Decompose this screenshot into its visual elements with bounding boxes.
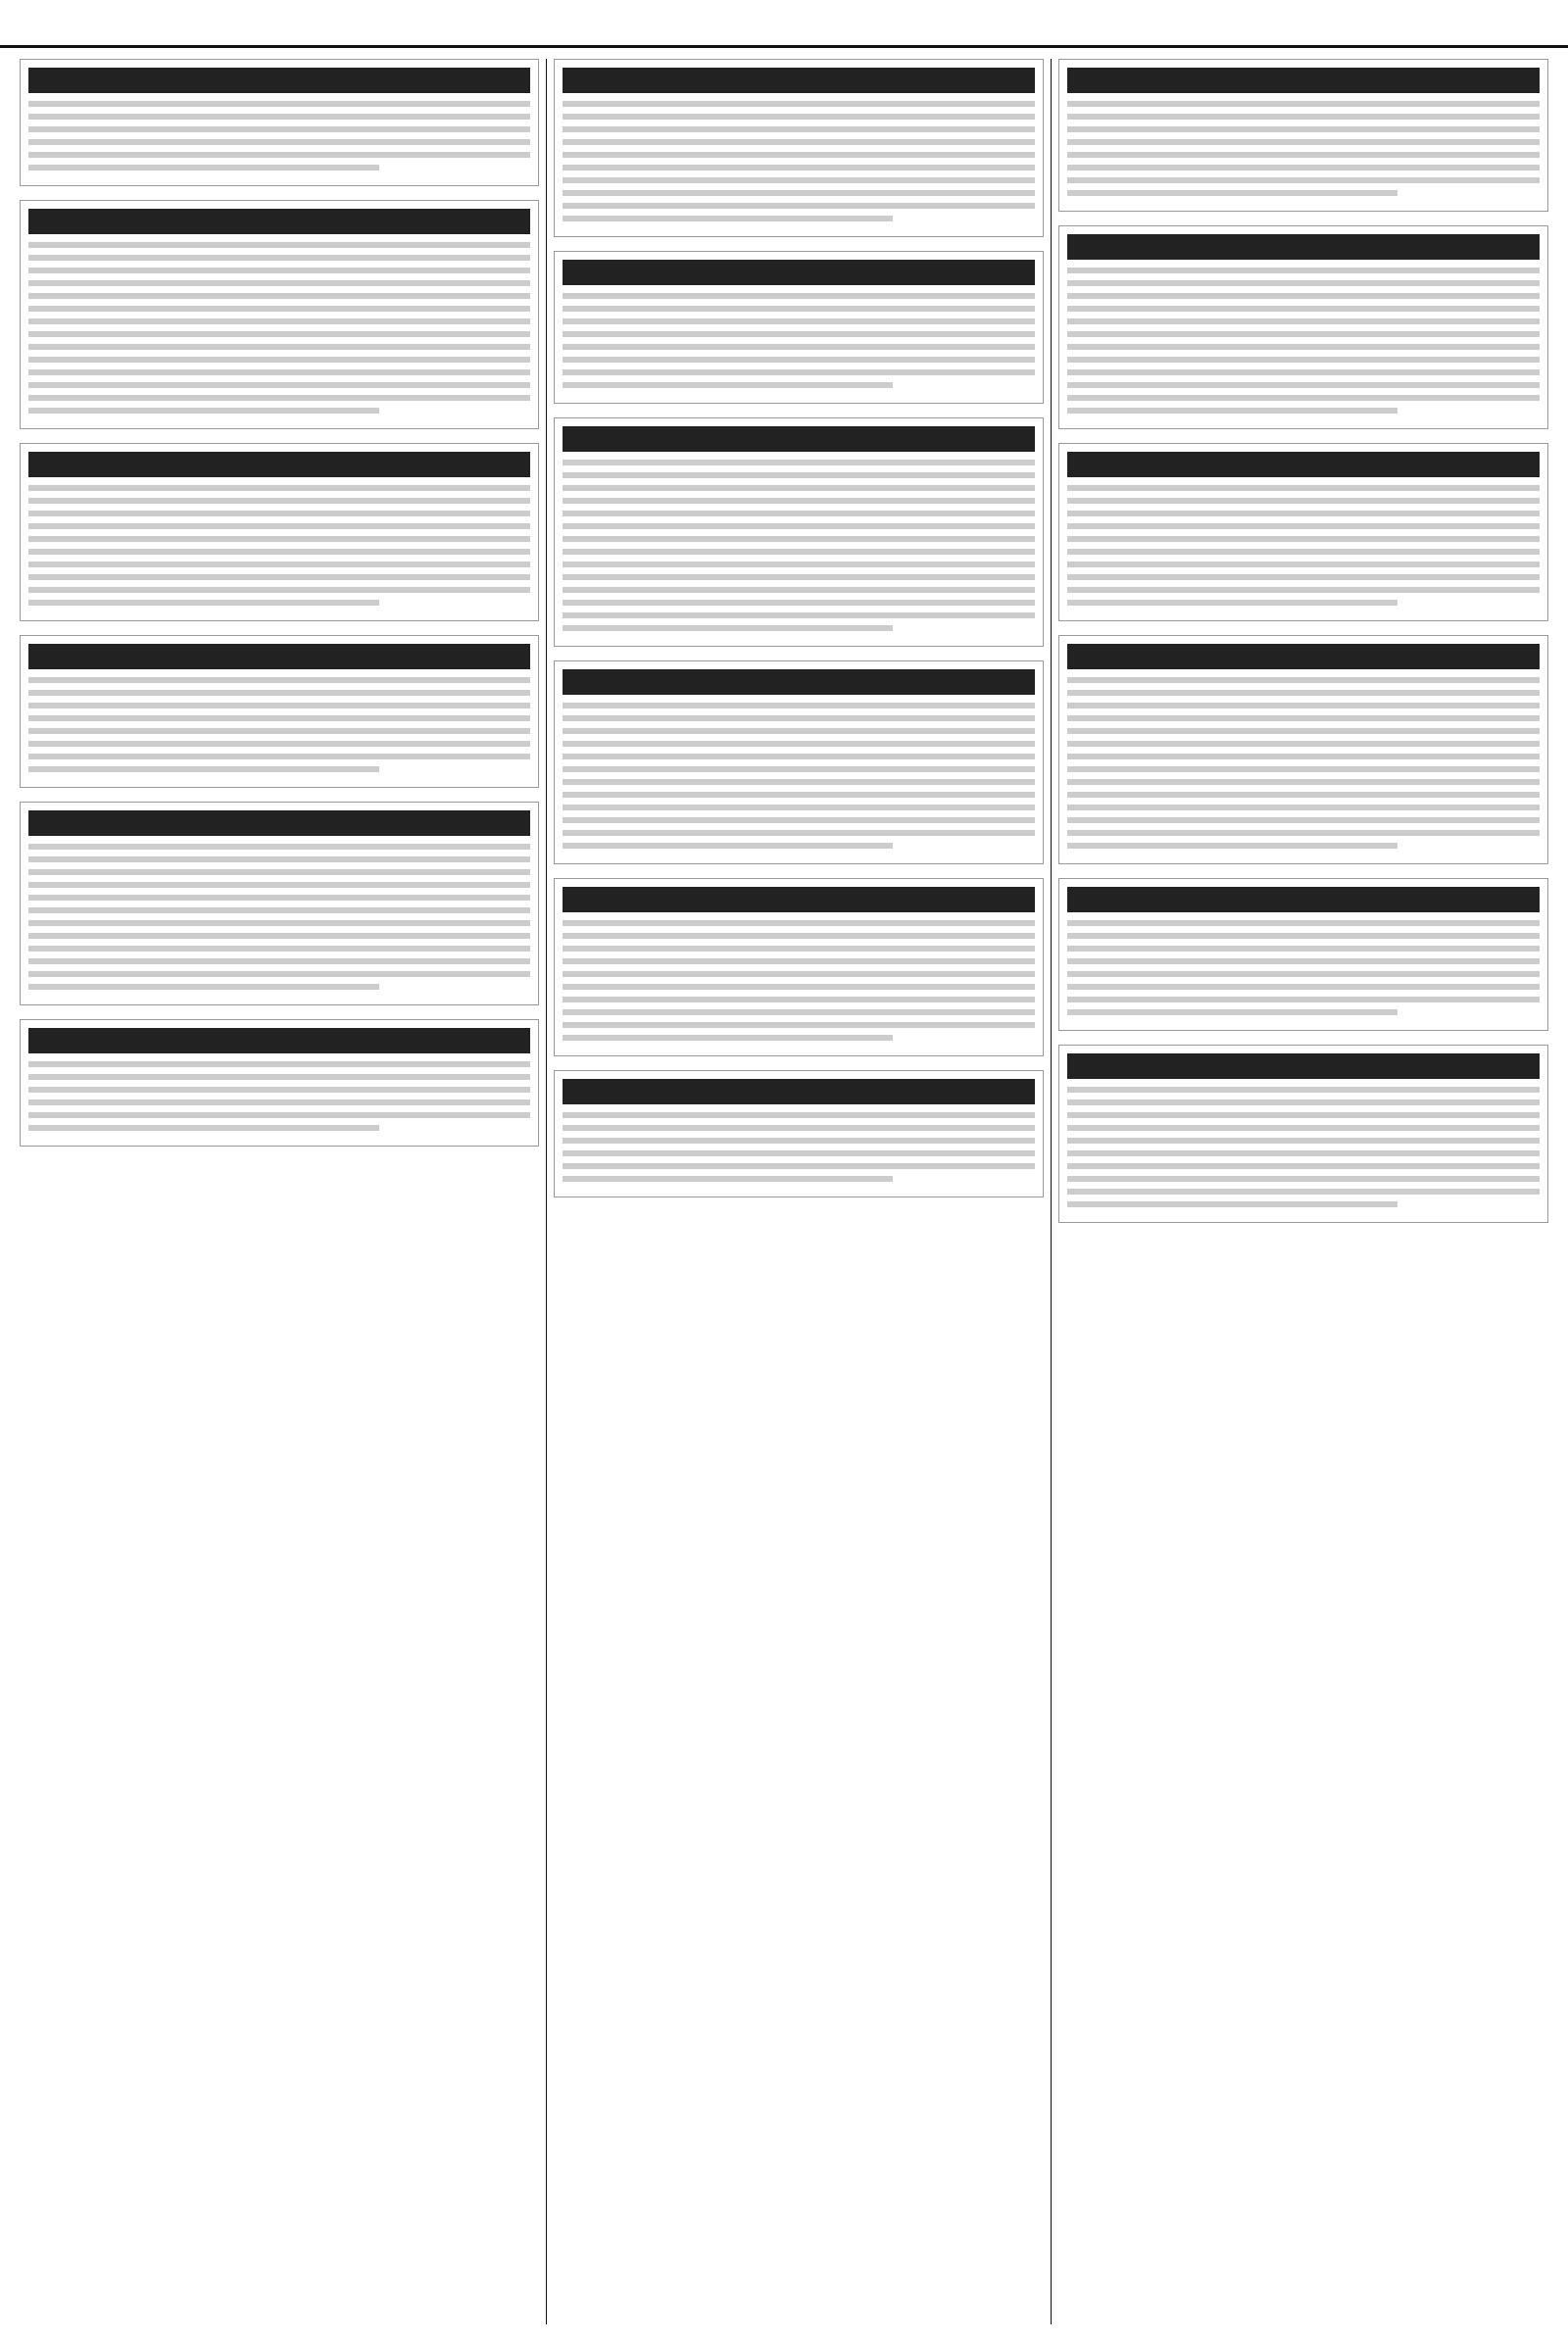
text-line-placeholder xyxy=(1067,587,1540,593)
text-line-placeholder xyxy=(563,536,1035,542)
text-line-placeholder xyxy=(28,895,530,901)
text-line-placeholder xyxy=(28,1074,530,1080)
text-line-placeholder xyxy=(1067,177,1540,183)
text-line-placeholder xyxy=(1067,766,1540,772)
text-line-placeholder xyxy=(28,869,530,875)
text-line-placeholder xyxy=(1067,139,1540,145)
text-line-placeholder xyxy=(1067,408,1397,414)
text-line-placeholder xyxy=(563,139,1035,145)
text-line-placeholder xyxy=(1067,1150,1540,1156)
text-line-placeholder xyxy=(563,190,1035,196)
text-line-placeholder xyxy=(563,715,1035,721)
text-line-placeholder xyxy=(28,600,379,606)
text-line-placeholder xyxy=(28,114,530,120)
text-line-placeholder xyxy=(563,984,1035,990)
text-line-placeholder xyxy=(1067,101,1540,107)
text-line-placeholder xyxy=(28,856,530,862)
headline-placeholder xyxy=(563,1079,1035,1104)
article-block xyxy=(1058,1045,1548,1223)
headline-placeholder xyxy=(563,260,1035,285)
text-line-placeholder xyxy=(28,101,530,107)
text-line-placeholder xyxy=(28,984,379,990)
text-line-placeholder xyxy=(28,1099,530,1105)
article-block xyxy=(554,1070,1044,1197)
text-line-placeholder xyxy=(563,562,1035,567)
text-line-placeholder xyxy=(563,946,1035,952)
text-line-placeholder xyxy=(1067,703,1540,708)
text-line-placeholder xyxy=(28,882,530,888)
text-line-placeholder xyxy=(563,958,1035,964)
text-line-placeholder xyxy=(563,216,893,221)
text-line-placeholder xyxy=(1067,997,1540,1002)
headline-placeholder xyxy=(28,209,530,234)
text-line-placeholder xyxy=(1067,357,1540,363)
article-block xyxy=(554,251,1044,404)
article-block xyxy=(1058,225,1548,429)
text-line-placeholder xyxy=(28,242,530,248)
text-line-placeholder xyxy=(563,625,893,631)
text-line-placeholder xyxy=(563,114,1035,120)
text-line-placeholder xyxy=(1067,574,1540,580)
headline-placeholder xyxy=(28,1028,530,1053)
text-line-placeholder xyxy=(563,1163,1035,1169)
text-line-placeholder xyxy=(563,511,1035,516)
text-line-placeholder xyxy=(1067,511,1540,516)
text-line-placeholder xyxy=(1067,523,1540,529)
text-line-placeholder xyxy=(563,549,1035,555)
text-line-placeholder xyxy=(563,1009,1035,1015)
text-line-placeholder xyxy=(563,933,1035,939)
text-line-placeholder xyxy=(1067,344,1540,350)
text-line-placeholder xyxy=(1067,562,1540,567)
text-line-placeholder xyxy=(563,741,1035,747)
text-line-placeholder xyxy=(28,844,530,850)
text-line-placeholder xyxy=(1067,1099,1540,1105)
text-line-placeholder xyxy=(28,536,530,542)
column-1 xyxy=(20,59,539,2324)
text-line-placeholder xyxy=(1067,1189,1540,1195)
text-line-placeholder xyxy=(1067,958,1540,964)
headline-placeholder xyxy=(563,669,1035,695)
text-line-placeholder xyxy=(1067,549,1540,555)
text-line-placeholder xyxy=(563,1125,1035,1131)
text-line-placeholder xyxy=(563,498,1035,504)
headline-placeholder xyxy=(1067,68,1540,93)
text-line-placeholder xyxy=(563,472,1035,478)
text-line-placeholder xyxy=(1067,280,1540,286)
article-block xyxy=(1058,878,1548,1031)
text-line-placeholder xyxy=(1067,677,1540,683)
text-line-placeholder xyxy=(28,139,530,145)
text-line-placeholder xyxy=(28,344,530,350)
text-line-placeholder xyxy=(28,255,530,261)
text-line-placeholder xyxy=(28,715,530,721)
text-line-placeholder xyxy=(1067,485,1540,491)
headline-placeholder xyxy=(28,68,530,93)
text-line-placeholder xyxy=(28,766,379,772)
text-line-placeholder xyxy=(1067,741,1540,747)
text-line-placeholder xyxy=(1067,1176,1540,1182)
text-line-placeholder xyxy=(1067,754,1540,759)
text-line-placeholder xyxy=(563,971,1035,977)
article-block xyxy=(20,200,539,429)
text-line-placeholder xyxy=(28,280,530,286)
text-line-placeholder xyxy=(28,587,530,593)
text-line-placeholder xyxy=(28,1061,530,1067)
headline-placeholder xyxy=(1067,887,1540,912)
text-line-placeholder xyxy=(1067,331,1540,337)
text-line-placeholder xyxy=(28,152,530,158)
text-line-placeholder xyxy=(563,1035,893,1041)
text-line-placeholder xyxy=(1067,1201,1397,1207)
text-line-placeholder xyxy=(563,600,1035,606)
text-line-placeholder xyxy=(1067,382,1540,388)
text-line-placeholder xyxy=(1067,1163,1540,1169)
headline-placeholder xyxy=(28,644,530,669)
text-line-placeholder xyxy=(28,395,530,401)
text-line-placeholder xyxy=(1067,715,1540,721)
text-line-placeholder xyxy=(563,703,1035,708)
text-line-placeholder xyxy=(28,920,530,926)
text-line-placeholder xyxy=(28,331,530,337)
text-line-placeholder xyxy=(563,1150,1035,1156)
text-line-placeholder xyxy=(563,587,1035,593)
text-line-placeholder xyxy=(28,703,530,708)
headline-placeholder xyxy=(1067,1053,1540,1079)
headline-placeholder xyxy=(1067,644,1540,669)
column-rule xyxy=(1051,59,1052,2324)
text-line-placeholder xyxy=(28,306,530,312)
text-line-placeholder xyxy=(563,357,1035,363)
text-line-placeholder xyxy=(28,293,530,299)
text-line-placeholder xyxy=(1067,817,1540,823)
headline-placeholder xyxy=(28,810,530,836)
text-line-placeholder xyxy=(563,126,1035,132)
text-line-placeholder xyxy=(1067,268,1540,273)
text-line-placeholder xyxy=(1067,1125,1540,1131)
text-line-placeholder xyxy=(563,369,1035,375)
text-line-placeholder xyxy=(28,357,530,363)
text-line-placeholder xyxy=(28,523,530,529)
text-line-placeholder xyxy=(563,318,1035,324)
article-block xyxy=(554,59,1044,237)
text-line-placeholder xyxy=(28,165,379,171)
article-block xyxy=(20,635,539,788)
text-line-placeholder xyxy=(563,1022,1035,1028)
text-line-placeholder xyxy=(1067,984,1540,990)
text-line-placeholder xyxy=(1067,843,1397,849)
text-line-placeholder xyxy=(563,460,1035,465)
text-line-placeholder xyxy=(28,1112,530,1118)
text-line-placeholder xyxy=(1067,600,1397,606)
text-line-placeholder xyxy=(28,971,530,977)
text-line-placeholder xyxy=(1067,369,1540,375)
text-line-placeholder xyxy=(1067,293,1540,299)
text-line-placeholder xyxy=(1067,1009,1397,1015)
text-line-placeholder xyxy=(563,1138,1035,1144)
text-line-placeholder xyxy=(1067,971,1540,977)
text-line-placeholder xyxy=(28,382,530,388)
text-line-placeholder xyxy=(28,1087,530,1093)
article-block xyxy=(1058,443,1548,621)
article-block xyxy=(20,59,539,186)
text-line-placeholder xyxy=(563,331,1035,337)
column-2 xyxy=(554,59,1044,2324)
headline-placeholder xyxy=(1067,234,1540,260)
text-line-placeholder xyxy=(563,817,1035,823)
text-line-placeholder xyxy=(28,741,530,747)
text-line-placeholder xyxy=(1067,946,1540,952)
text-line-placeholder xyxy=(1067,1087,1540,1093)
text-line-placeholder xyxy=(1067,779,1540,785)
text-line-placeholder xyxy=(28,549,530,555)
text-line-placeholder xyxy=(1067,933,1540,939)
text-line-placeholder xyxy=(1067,1138,1540,1144)
text-line-placeholder xyxy=(28,408,379,414)
text-line-placeholder xyxy=(563,843,893,849)
article-block xyxy=(554,878,1044,1056)
text-line-placeholder xyxy=(1067,126,1540,132)
text-line-placeholder xyxy=(28,318,530,324)
text-line-placeholder xyxy=(1067,165,1540,171)
headline-placeholder xyxy=(563,426,1035,452)
text-line-placeholder xyxy=(28,574,530,580)
text-line-placeholder xyxy=(563,1176,893,1182)
text-line-placeholder xyxy=(1067,792,1540,798)
text-line-placeholder xyxy=(28,690,530,696)
article-block xyxy=(1058,59,1548,212)
article-block xyxy=(1058,635,1548,864)
article-block xyxy=(20,443,539,621)
text-line-placeholder xyxy=(563,805,1035,810)
text-line-placeholder xyxy=(563,523,1035,529)
text-line-placeholder xyxy=(28,268,530,273)
text-line-placeholder xyxy=(1067,498,1540,504)
text-line-placeholder xyxy=(563,306,1035,312)
text-line-placeholder xyxy=(1067,1112,1540,1118)
text-line-placeholder xyxy=(28,677,530,683)
article-block xyxy=(20,802,539,1005)
text-line-placeholder xyxy=(28,511,530,516)
text-line-placeholder xyxy=(563,574,1035,580)
text-line-placeholder xyxy=(1067,306,1540,312)
text-line-placeholder xyxy=(28,933,530,939)
text-line-placeholder xyxy=(1067,920,1540,926)
text-line-placeholder xyxy=(563,382,893,388)
text-line-placeholder xyxy=(1067,395,1540,401)
text-line-placeholder xyxy=(563,344,1035,350)
column-3 xyxy=(1058,59,1548,2324)
text-line-placeholder xyxy=(563,612,1035,618)
text-line-placeholder xyxy=(28,126,530,132)
text-line-placeholder xyxy=(28,562,530,567)
text-line-placeholder xyxy=(563,1112,1035,1118)
text-line-placeholder xyxy=(1067,318,1540,324)
text-line-placeholder xyxy=(28,907,530,913)
text-line-placeholder xyxy=(28,946,530,952)
headline-placeholder xyxy=(1067,452,1540,477)
text-line-placeholder xyxy=(563,203,1035,209)
column-rule xyxy=(546,59,547,2324)
masthead-rule xyxy=(0,0,1568,48)
text-line-placeholder xyxy=(28,369,530,375)
text-line-placeholder xyxy=(563,293,1035,299)
text-line-placeholder xyxy=(28,958,530,964)
text-line-placeholder xyxy=(1067,805,1540,810)
text-line-placeholder xyxy=(563,728,1035,734)
text-line-placeholder xyxy=(1067,114,1540,120)
text-line-placeholder xyxy=(563,152,1035,158)
text-line-placeholder xyxy=(563,830,1035,836)
text-line-placeholder xyxy=(563,754,1035,759)
text-line-placeholder xyxy=(1067,830,1540,836)
text-line-placeholder xyxy=(1067,152,1540,158)
text-line-placeholder xyxy=(1067,690,1540,696)
text-line-placeholder xyxy=(563,792,1035,798)
headline-placeholder xyxy=(28,452,530,477)
text-line-placeholder xyxy=(1067,728,1540,734)
text-line-placeholder xyxy=(28,498,530,504)
text-line-placeholder xyxy=(563,920,1035,926)
text-line-placeholder xyxy=(563,177,1035,183)
text-line-placeholder xyxy=(563,997,1035,1002)
text-line-placeholder xyxy=(563,101,1035,107)
article-block xyxy=(554,660,1044,864)
text-line-placeholder xyxy=(28,728,530,734)
text-line-placeholder xyxy=(28,1125,379,1131)
text-line-placeholder xyxy=(563,165,1035,171)
text-line-placeholder xyxy=(1067,190,1397,196)
text-line-placeholder xyxy=(563,485,1035,491)
text-line-placeholder xyxy=(28,485,530,491)
text-line-placeholder xyxy=(563,766,1035,772)
text-line-placeholder xyxy=(1067,536,1540,542)
article-block xyxy=(554,417,1044,647)
text-line-placeholder xyxy=(28,754,530,759)
article-block xyxy=(20,1019,539,1147)
headline-placeholder xyxy=(563,68,1035,93)
headline-placeholder xyxy=(563,887,1035,912)
text-line-placeholder xyxy=(563,779,1035,785)
